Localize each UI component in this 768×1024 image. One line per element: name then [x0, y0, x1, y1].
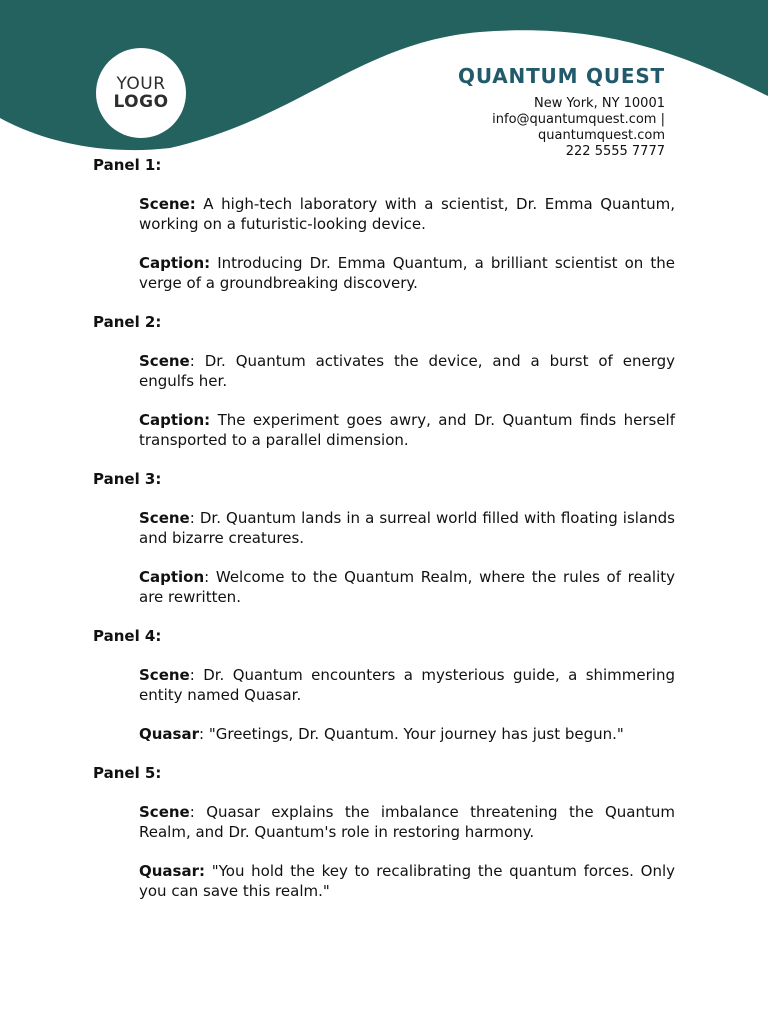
label-separator: : [199, 725, 205, 743]
scene-text: Dr. Quantum activates the device, and a burst of energy engulfs her. [139, 352, 675, 390]
scene-text: Quasar explains the imbalance threatening the Quantum Realm, and Dr. Quantum's role in restoring harmony. [139, 803, 675, 841]
panel-4-scene [139, 665, 675, 705]
company-info [365, 64, 665, 159]
company-address: New York, NY 10001 [534, 96, 665, 111]
scene-label: Scene [139, 509, 190, 527]
panel-3-caption [139, 567, 675, 607]
panel-4-dialogue [139, 724, 675, 744]
panel-2-caption [139, 410, 675, 450]
label-separator: : [189, 666, 195, 684]
speaker-label: Quasar: [139, 862, 205, 880]
panel-3-title: Panel 3: [93, 470, 162, 488]
scene-label: Scene: [139, 195, 196, 213]
logo-line-1: YOUR [116, 74, 166, 94]
panel-5-scene [139, 802, 675, 842]
caption-label: Caption: [139, 254, 211, 272]
scene-text: Dr. Quantum encounters a mysterious guide, a shimmering entity named Quasar. [139, 666, 675, 704]
scene-label: Scene [139, 666, 190, 684]
panel-2-scene [139, 351, 675, 391]
caption-label: Caption: [139, 411, 211, 429]
panel-5-dialogue [139, 861, 675, 901]
caption-text: The experiment goes awry, and Dr. Quantum finds herself transported to a parallel dimension. [139, 411, 675, 449]
label-separator: : [189, 509, 195, 527]
scene-label: Scene [139, 352, 190, 370]
label-separator: : [189, 803, 195, 821]
panel-5-title: Panel 5: [93, 764, 162, 782]
scene-text: A high-tech laboratory with a scientist, Dr. Emma Quantum, working on a futuristic-looking device. [139, 195, 675, 233]
scene-text: Dr. Quantum lands in a surreal world filled with floating islands and bizarre creatures. [139, 509, 675, 547]
company-name: QUANTUM QUEST [458, 64, 665, 88]
label-separator: : [189, 352, 195, 370]
caption-label: Caption [139, 568, 205, 586]
caption-text: Welcome to the Quantum Realm, where the rules of reality are rewritten. [139, 568, 675, 606]
panel-2-title: Panel 2: [93, 313, 162, 331]
company-website: quantumquest.com [538, 128, 665, 143]
scene-label: Scene [139, 803, 190, 821]
dialogue-text: "You hold the key to recalibrating the quantum forces. Only you can save this realm." [139, 862, 675, 900]
panel-1-caption [139, 253, 675, 293]
dialogue-text: "Greetings, Dr. Quantum. Your journey has just begun." [204, 725, 624, 743]
script-content [93, 155, 675, 920]
logo-line-2: LOGO [113, 92, 169, 112]
label-separator: : [204, 568, 210, 586]
company-phone: 222 5555 7777 [565, 144, 665, 159]
speaker-label: Quasar [139, 725, 199, 743]
panel-3-scene [139, 508, 675, 548]
panel-1-title: Panel 1: [93, 156, 162, 174]
panel-4-title: Panel 4: [93, 627, 162, 645]
caption-text: Introducing Dr. Emma Quantum, a brilliant scientist on the verge of a groundbreaking discovery. [139, 254, 675, 292]
panel-1-scene [139, 194, 675, 234]
company-logo [96, 48, 186, 138]
company-email: info@quantumquest.com | [492, 112, 665, 127]
